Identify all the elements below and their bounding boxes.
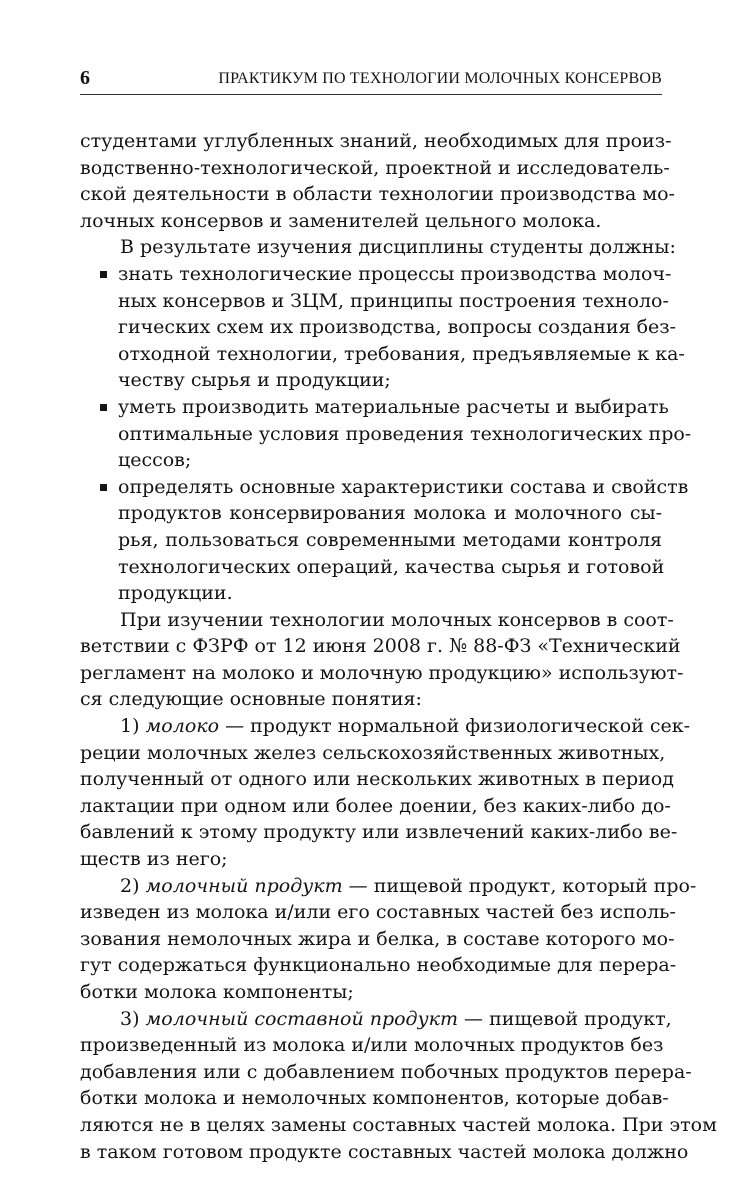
line-text: — пищевой продукт, — [457, 1007, 672, 1030]
line-text: ных консервов и ЗЦМ, принципы построения техноло- — [118, 289, 669, 312]
line-text: отходной технологии, требования, предъявляемые к ка- — [118, 342, 685, 365]
text-line — [80, 155, 670, 182]
line-text: продуктов консервирования молока и молочного сы- — [118, 502, 662, 525]
line-text: оптимальные условия проведения технологических про- — [118, 422, 692, 445]
line-text: При изучении технологии молочных консервов в соот- — [120, 608, 674, 631]
line-text: продукции. — [118, 582, 233, 605]
line-text: бавлений к этому продукту или извлечений каких-либо ве- — [80, 821, 678, 844]
line-text: водственно-технологической, проектной и исследователь- — [80, 156, 670, 179]
line-text: рья, пользоваться современными методами контроля — [118, 528, 662, 551]
body-text — [80, 128, 717, 1165]
line-text: ществ из него; — [80, 848, 228, 871]
line-text: ляются не в целях замены составных частей молока. При этом — [80, 1113, 717, 1136]
line-text: лактации при одном или более доении, без каких-либо до- — [80, 794, 671, 817]
line-text: ся следующие основные понятия: — [80, 688, 422, 711]
line-text: произведенный из молока и/или молочных продуктов без — [80, 1034, 664, 1057]
text-line — [80, 819, 678, 846]
text-line — [80, 474, 689, 501]
line-text: полученный от одного или нескольких животных в период — [80, 768, 674, 791]
line-text: — продукт нормальной физиологической сек- — [219, 715, 691, 738]
line-text: цессов; — [118, 449, 192, 472]
line-text: изведен из молока и/или его составных частей без исполь- — [80, 901, 676, 924]
line-text: лочных консервов и заменителей цельного молока. — [80, 209, 602, 232]
text-line — [80, 926, 675, 953]
text-line — [80, 793, 671, 820]
defined-term: молочный продукт — [145, 874, 343, 897]
text-line — [80, 421, 692, 448]
text-line — [80, 740, 666, 767]
text-line — [80, 607, 674, 634]
line-text: добавления или с добавлением побочных продуктов перера- — [80, 1060, 692, 1083]
line-text: в таком готовом продукте составных частей молока должно — [80, 1140, 689, 1163]
line-text: ветствии с ФЗРФ от 12 июня 2008 г. № 88-ФЗ «Технический — [80, 635, 681, 658]
text-line — [80, 1085, 669, 1112]
text-line — [80, 1112, 717, 1139]
line-text: ботки молока и немолочных компонентов, которые добав- — [80, 1087, 669, 1110]
text-line — [80, 234, 676, 261]
text-line — [80, 1059, 692, 1086]
text-line — [80, 288, 669, 315]
text-line — [80, 367, 662, 394]
text-line — [80, 952, 677, 979]
defined-term: молочный составной продукт — [145, 1007, 458, 1030]
text-line — [80, 766, 674, 793]
text-line — [80, 128, 672, 155]
line-text: уметь производить материальные расчеты и выбирать — [118, 395, 669, 418]
text-line — [80, 500, 662, 527]
line-text: студентами углубленных знаний, необходимых для произ- — [80, 130, 672, 152]
page-number: 6 — [80, 67, 90, 89]
bullet-icon — [100, 484, 107, 491]
text-line — [80, 314, 677, 341]
text-line — [80, 261, 672, 288]
line-text: ской деятельности в области технологии производства мо- — [80, 183, 675, 206]
line-text: гут содержаться функционально необходимые для перера- — [80, 954, 677, 977]
line-text: В результате изучения дисциплины студенты должны: — [120, 236, 676, 259]
text-line — [80, 181, 675, 208]
text-line — [80, 580, 662, 607]
line-text: — пищевой продукт, который про- — [342, 874, 697, 897]
line-text: честву сырья и продукции; — [118, 369, 391, 392]
bullet-icon — [100, 271, 107, 278]
text-line — [80, 713, 691, 740]
line-text: определять основные характеристики состава и свойств — [118, 475, 689, 498]
text-line — [80, 660, 684, 687]
running-title: ПРАКТИКУМ ПО ТЕХНОЛОГИИ МОЛОЧНЫХ КОНСЕРВОВ — [218, 70, 662, 87]
line-text: технологических операций, качества сырья и готовой — [118, 555, 665, 578]
text-line — [80, 527, 662, 554]
text-line — [80, 1139, 689, 1166]
text-line — [80, 208, 662, 235]
text-line — [80, 341, 685, 368]
text-line — [80, 979, 662, 1006]
text-line — [80, 899, 676, 926]
text-line — [80, 873, 697, 900]
term-number: 2) — [120, 874, 146, 897]
line-text: гических схем их производства, вопросы создания без- — [118, 316, 677, 339]
text-line — [80, 633, 681, 660]
text-line — [80, 1006, 672, 1033]
bullet-icon — [100, 404, 107, 411]
page-header — [80, 66, 662, 95]
text-line — [80, 846, 662, 873]
term-number: 1) — [120, 715, 146, 738]
defined-term: молоко — [145, 715, 220, 738]
text-line — [80, 447, 662, 474]
line-text: ботки молока компоненты; — [80, 981, 354, 1003]
line-text: реции молочных желез сельскохозяйственных животных, — [80, 741, 666, 764]
text-line — [80, 394, 669, 421]
line-text: зования немолочных жира и белка, в составе которого мо- — [80, 927, 675, 950]
text-line — [80, 1032, 662, 1059]
term-number: 3) — [120, 1007, 146, 1030]
line-text: знать технологические процессы производства молоч- — [118, 262, 672, 285]
line-text: регламент на молоко и молочную продукцию» используют- — [80, 661, 684, 684]
text-line — [80, 554, 665, 581]
text-line — [80, 686, 662, 713]
